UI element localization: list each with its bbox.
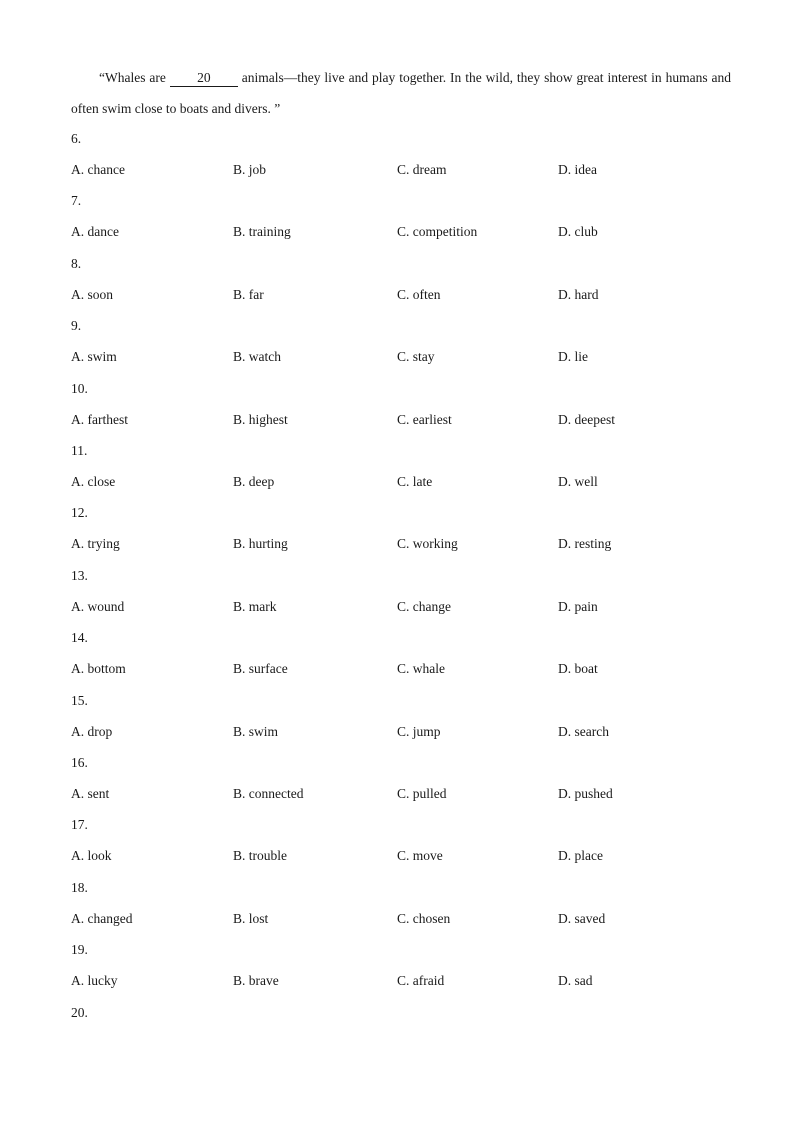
question-item [71, 873, 731, 935]
option-d: D. lie [558, 349, 588, 365]
question-number: 12. [71, 505, 88, 521]
option-row [71, 724, 731, 740]
option-c: C. earliest [397, 411, 452, 427]
option-row [71, 287, 731, 303]
option-b: B. deep [233, 473, 275, 489]
option-b: B. connected [233, 785, 304, 801]
question-number: 10. [71, 380, 88, 396]
question-item [71, 374, 731, 436]
option-row [71, 349, 731, 365]
option-c: C. competition [397, 224, 478, 240]
question-item [71, 436, 731, 498]
option-a: A. dance [71, 224, 119, 240]
passage-text-before: “Whales are [99, 70, 170, 85]
option-b: B. trouble [233, 848, 287, 864]
option-b: B. training [233, 224, 291, 240]
question-item [71, 498, 731, 560]
question-item [71, 686, 731, 748]
question-number: 11. [71, 442, 88, 458]
option-row [71, 536, 731, 552]
question-item [71, 249, 731, 311]
question-item [71, 748, 731, 810]
option-b: B. far [233, 286, 264, 302]
option-b: B. surface [233, 661, 288, 677]
option-row [71, 661, 731, 677]
question-number-20: 20. [71, 1005, 88, 1020]
option-d: D. pain [558, 598, 598, 614]
passage-paragraph [71, 62, 731, 124]
option-d: D. deepest [558, 411, 615, 427]
option-d: D. boat [558, 661, 598, 677]
option-c: C. late [397, 473, 433, 489]
option-c: C. dream [397, 162, 447, 177]
option-d: D. club [558, 224, 598, 240]
option-d: D. hard [558, 286, 599, 302]
option-d: D. idea [558, 162, 597, 177]
option-d: D. well [558, 473, 598, 489]
question-item [71, 623, 731, 685]
question-number: 19. [71, 942, 88, 958]
question-item [71, 311, 731, 373]
option-a: A. trying [71, 536, 120, 552]
option-a: A. sent [71, 785, 110, 801]
question-item [71, 186, 731, 248]
option-row [71, 786, 731, 802]
question-number: 6. [71, 131, 82, 146]
option-b: B. swim [233, 723, 279, 739]
option-a: A. look [71, 848, 112, 864]
option-b: B. hurting [233, 536, 288, 552]
option-d: D. saved [558, 910, 606, 926]
option-row [71, 848, 731, 864]
question-number: 9. [71, 318, 82, 334]
question-number: 17. [71, 817, 88, 833]
option-a: A. changed [71, 910, 133, 926]
option-b: B. brave [233, 973, 279, 989]
option-row [71, 911, 731, 927]
option-row [71, 224, 731, 240]
option-c: C. often [397, 286, 441, 302]
option-row [71, 973, 731, 989]
option-c: C. afraid [397, 973, 445, 989]
option-c: C. stay [397, 349, 435, 365]
question-number: 14. [71, 630, 88, 646]
question-item [71, 935, 731, 997]
question-number: 13. [71, 567, 88, 583]
option-b: B. watch [233, 349, 281, 365]
option-d: D. pushed [558, 785, 613, 801]
option-c: C. jump [397, 723, 441, 739]
option-c: C. working [397, 536, 458, 552]
option-a: A. farthest [71, 411, 128, 427]
option-c: C. pulled [397, 785, 447, 801]
question-item [71, 124, 731, 186]
option-c: C. chosen [397, 910, 451, 926]
passage-blank: 20 [170, 70, 238, 87]
question-number: 16. [71, 754, 88, 770]
option-a: A. swim [71, 349, 117, 365]
passage-text-after: animals—they live and play together. In the wild, they show great interest in humans and often swim close to boats and divers. ” [71, 70, 731, 116]
option-b: B. lost [233, 910, 269, 926]
option-d: D. sad [558, 973, 593, 989]
option-d: D. search [558, 723, 609, 739]
question-number: 18. [71, 879, 88, 895]
question-number: 7. [71, 193, 82, 209]
option-a: A. close [71, 473, 116, 489]
option-row [71, 162, 731, 178]
option-b: B. mark [233, 598, 277, 614]
option-d: D. resting [558, 536, 612, 552]
option-b: B. job [233, 162, 267, 177]
option-a: A. soon [71, 286, 114, 302]
question-item [71, 561, 731, 623]
question-number: 8. [71, 255, 82, 271]
option-c: C. whale [397, 661, 445, 677]
question-item [71, 810, 731, 872]
option-d: D. place [558, 848, 603, 864]
option-b: B. highest [233, 411, 288, 427]
option-c: C. change [397, 598, 451, 614]
option-row [71, 412, 731, 428]
option-row [71, 474, 731, 490]
option-c: C. move [397, 848, 443, 864]
option-a: A. drop [71, 723, 113, 739]
option-a: A. chance [71, 162, 125, 177]
option-a: A. wound [71, 598, 125, 614]
option-a: A. lucky [71, 973, 118, 989]
question-list [71, 124, 731, 997]
option-row [71, 599, 731, 615]
option-a: A. bottom [71, 661, 126, 677]
question-number: 15. [71, 692, 88, 708]
